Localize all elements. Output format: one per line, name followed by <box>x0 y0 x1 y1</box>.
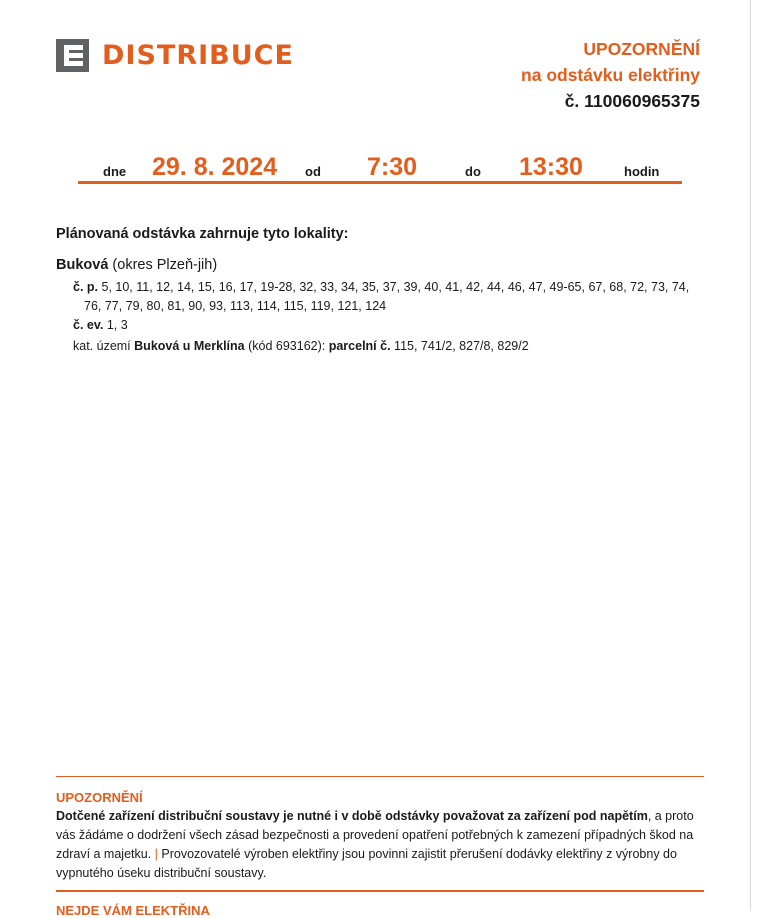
cadastral-line <box>73 337 529 356</box>
notice-title: UPOZORNĚNÍ <box>583 39 700 59</box>
ev-label: č. ev. <box>73 318 104 332</box>
notice-subtitle: na odstávku elektřiny <box>521 65 700 85</box>
date-underline <box>78 181 682 184</box>
warning-separator: | <box>154 847 158 861</box>
kat-prefix: kat. území <box>73 339 131 353</box>
cez-logo-icon <box>56 39 89 72</box>
parcel-label: parcelní č. <box>328 339 391 353</box>
cp-label: č. p. <box>73 280 99 294</box>
hodin-label: hodin <box>624 164 660 179</box>
house-numbers <box>73 278 709 316</box>
outage-date-row <box>78 150 682 184</box>
next-section-title: NEJDE VÁM ELEKTŘINA <box>56 903 210 918</box>
kat-name: Buková u Merklína <box>134 339 245 353</box>
village-district: (okres Plzeň-jih) <box>112 257 218 273</box>
dne-label: dne <box>103 164 127 179</box>
page-edge <box>750 0 751 911</box>
parcel-values: 115, 741/2, 827/8, 829/2 <box>394 339 529 353</box>
ev-values: 1, 3 <box>106 318 128 332</box>
cp-line-1: 5, 10, 11, 12, 14, 15, 16, 17, 19-28, 32, 33, 34, 35, 37, 39, 40, 41, 42, 44, 46, 47, 49-65, 67, 68, 72, 73, 74, <box>101 280 690 294</box>
village-name: Buková <box>56 257 109 273</box>
warning-text-1: , a proto vás žádáme o dodržení všech zásad bezpečnosti a provedení opatření potřebných k zamezení případných škod na zdraví a majetku. <box>56 809 694 861</box>
outage-date: 29. 8. 2024 <box>152 153 278 181</box>
notice-heading <box>521 36 700 114</box>
do-label: do <box>465 164 481 179</box>
notice-number: č. 110060965375 <box>564 91 700 111</box>
warning-text-2: Provozovatelé výroben elektřiny jsou povinni zajistit přerušení dodávky elektřiny z výrobny do vypnutého úseku distribuční soustavy. <box>56 847 677 880</box>
warning-divider-top <box>56 776 704 777</box>
od-label: od <box>305 164 321 179</box>
logo <box>56 39 294 72</box>
time-to: 13:30 <box>519 153 583 181</box>
kat-code: (kód 693162): <box>248 339 326 353</box>
warning-divider-bottom <box>56 890 704 892</box>
warning-text <box>56 807 708 883</box>
warning-title: UPOZORNĚNÍ <box>56 790 143 805</box>
cp-line-2: 76, 77, 79, 80, 81, 90, 93, 113, 114, 115, 119, 121, 124 <box>84 299 387 313</box>
warning-bold: Dotčené zařízení distribuční soustavy je nutné i v době odstávky považovat za zařízení pod napětím <box>56 809 648 823</box>
time-from: 7:30 <box>367 153 418 181</box>
locations-heading: Plánovaná odstávka zahrnuje tyto lokality: <box>56 226 349 242</box>
village-line <box>56 257 217 273</box>
logo-text: DISTRIBUCE <box>102 40 294 71</box>
evidence-numbers <box>73 316 128 335</box>
